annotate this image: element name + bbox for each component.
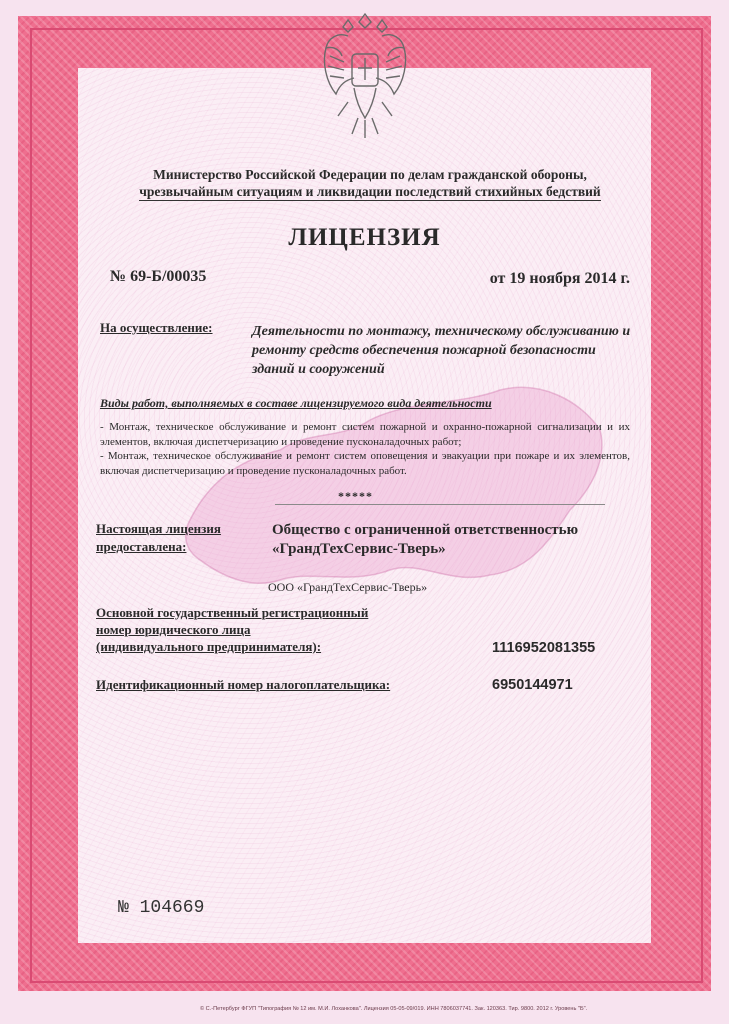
ogrn-label-line-3: (индивидуального предпринимателя): xyxy=(96,639,322,654)
work-item: - Монтаж, техническое обслуживание и ремонт систем пожарной и охранно-пожарной сигнализации и их элементов, включая диспетчеризацию и проведение пусконаладочных работ; xyxy=(100,421,630,448)
purpose-label: На осуществление: xyxy=(100,320,213,335)
works-heading: Виды работ, выполняемых в составе лицензируемого вида деятельности xyxy=(100,396,492,410)
purpose-text: Деятельности по монтажу, техническому обслуживанию и ремонту средств обеспечения пожарной безопасности зданий и сооружений xyxy=(252,324,631,377)
document-title: ЛИЦЕНЗИЯ xyxy=(288,224,441,251)
separator-stars: ***** xyxy=(338,489,373,503)
double-headed-eagle-icon xyxy=(318,6,412,142)
ogrn-label-line-1: Основной государственный регистрационный xyxy=(96,605,369,620)
separator-line xyxy=(275,504,605,505)
licensee-name xyxy=(272,521,652,559)
licensee-label-line-1: Настоящая лицензия xyxy=(96,521,221,536)
licensee-name-line-2: «ГрандТехСервис-Тверь» xyxy=(272,541,446,557)
ogrn-label xyxy=(96,604,436,655)
works-list xyxy=(100,420,630,478)
work-item: - Монтаж, техническое обслуживание и ремонт систем оповещения и эвакуации при пожаре и их элементов, включая диспетчеризацию и проведение пусконаладочных работ. xyxy=(100,450,630,477)
inn-value: 6950144971 xyxy=(492,677,573,693)
licensee-label-line-2: предоставлена: xyxy=(96,539,187,554)
license-date: от 19 ноября 2014 г. xyxy=(489,270,630,287)
ministry-line-1: Министерство Российской Федерации по делам гражданской обороны, xyxy=(153,167,587,182)
ogrn-label-line-2: номер юридического лица xyxy=(96,622,251,637)
ogrn-value: 1116952081355 xyxy=(492,640,596,656)
license-number: № 69-Б/00035 xyxy=(110,268,207,285)
ministry-heading xyxy=(100,166,640,201)
inn-label: Идентификационный номер налогоплательщика: xyxy=(96,677,391,692)
printer-footer: © С.-Петербург ФГУП "Типография № 12 им. М.И. Лоханкова". Лицензия 05-05-09/019. ИНН 7806037741. Зак. 120363. Тир. 9800. 2012 г. Уровень "Б". xyxy=(200,1006,588,1012)
licensee-name-line-1: Общество с ограниченной ответственностью xyxy=(272,522,579,538)
licensee-label xyxy=(96,520,221,556)
ministry-line-2: чрезвычайным ситуациям и ликвидации последствий стихийных бедствий xyxy=(139,184,601,199)
licensee-short-name: ООО «ГрандТехСервис-Тверь» xyxy=(268,580,428,594)
blank-serial-number: № 104669 xyxy=(118,898,205,918)
